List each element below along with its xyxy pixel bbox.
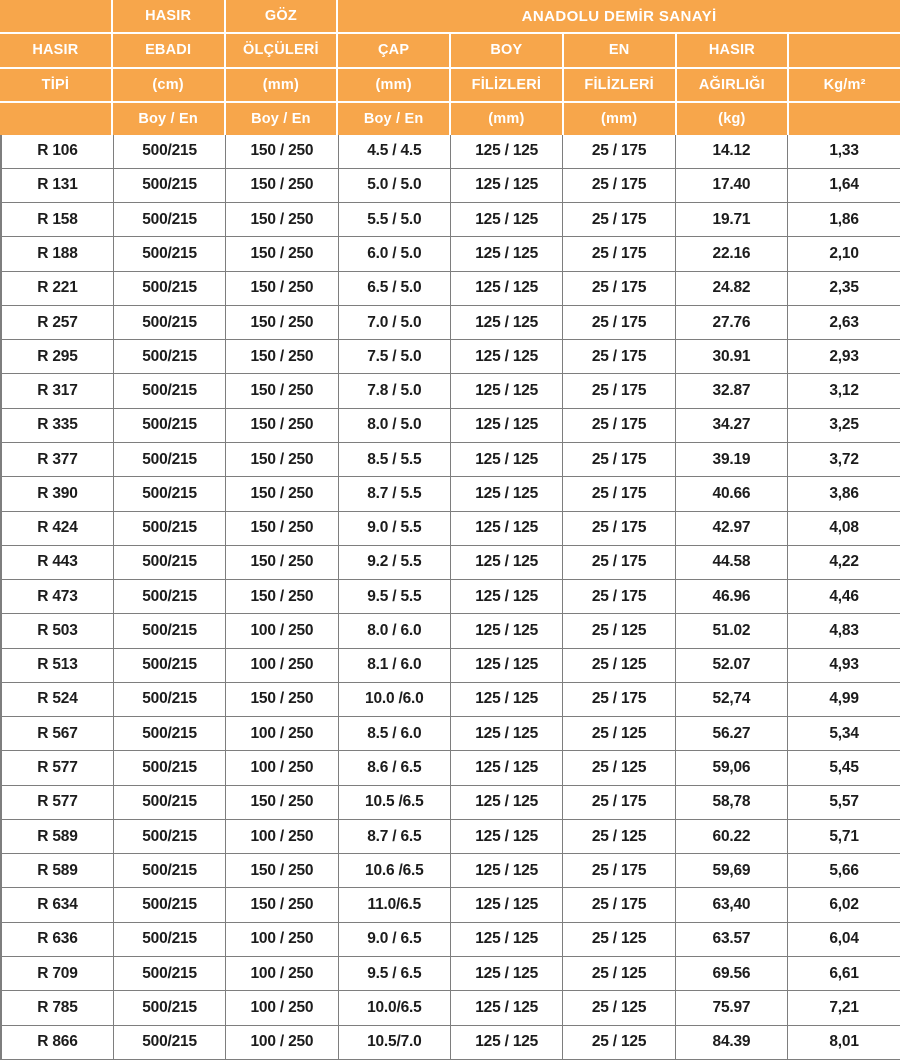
- header-hasir-agirligi-top: HASIR: [677, 34, 788, 66]
- cell-goz-olculeri: 100 / 250: [226, 751, 338, 785]
- header-hasir-ebadi-top: HASIR: [113, 0, 224, 32]
- cell-hasir-tipi: R 513: [1, 648, 113, 682]
- cell-hasir-tipi: R 866: [1, 1025, 113, 1060]
- table-row: [1, 580, 900, 614]
- cell-hasir-agirligi: 30.91: [675, 340, 787, 374]
- cell-cap: 4.5 / 4.5: [338, 135, 450, 168]
- table-row: [1, 854, 900, 888]
- cell-goz-olculeri: 100 / 250: [226, 991, 338, 1025]
- cell-cap: 10.0/6.5: [338, 991, 450, 1025]
- cell-cap: 10.6 /6.5: [338, 854, 450, 888]
- company-title: ANADOLU DEMİR SANAYİ: [338, 0, 900, 32]
- cell-en-filizleri: 25 / 175: [563, 545, 675, 579]
- cell-goz-olculeri: 100 / 250: [226, 819, 338, 853]
- header-en: EN: [564, 34, 675, 66]
- cell-hasir-agirligi: 39.19: [675, 442, 787, 476]
- cell-cap: 6.5 / 5.0: [338, 271, 450, 305]
- cell-goz-olculeri: 100 / 250: [226, 614, 338, 648]
- cell-cap: 11.0/6.5: [338, 888, 450, 922]
- table-row: [1, 168, 900, 202]
- cell-cap: 8.6 / 6.5: [338, 751, 450, 785]
- cell-boy-filizleri: 125 / 125: [451, 888, 563, 922]
- cell-hasir-agirligi: 63,40: [675, 888, 787, 922]
- cell-hasir-tipi: R 295: [1, 340, 113, 374]
- cell-kg-m2: 3,12: [788, 374, 900, 408]
- cell-en-filizleri: 25 / 175: [563, 682, 675, 716]
- cell-hasir-tipi: R 317: [1, 374, 113, 408]
- table-row: [1, 203, 900, 237]
- cell-goz-olculeri: 100 / 250: [226, 648, 338, 682]
- cell-boy-filizleri: 125 / 125: [451, 648, 563, 682]
- cell-hasir-tipi: R 106: [1, 135, 113, 168]
- cell-kg-m2: 5,34: [788, 717, 900, 751]
- cell-hasir-tipi: R 589: [1, 854, 113, 888]
- cell-kg-m2: 3,25: [788, 408, 900, 442]
- header-cap-boy-en: Boy / En: [338, 103, 449, 135]
- table-row: [1, 717, 900, 751]
- cell-kg-m2: 3,86: [788, 477, 900, 511]
- cell-en-filizleri: 25 / 175: [563, 271, 675, 305]
- cell-hasir-ebadi: 500/215: [113, 1025, 225, 1060]
- cell-en-filizleri: 25 / 125: [563, 1025, 675, 1060]
- cell-hasir-ebadi: 500/215: [113, 408, 225, 442]
- table-header: [0, 0, 900, 135]
- cell-hasir-tipi: R 589: [1, 819, 113, 853]
- cell-en-filizleri: 25 / 175: [563, 888, 675, 922]
- table-row: [1, 340, 900, 374]
- table-row: [1, 682, 900, 716]
- cell-boy-filizleri: 125 / 125: [451, 751, 563, 785]
- cell-goz-olculeri: 100 / 250: [226, 717, 338, 751]
- table-row: [1, 922, 900, 956]
- cell-kg-m2: 4,22: [788, 545, 900, 579]
- cell-boy-filizleri: 125 / 125: [451, 614, 563, 648]
- cell-hasir-ebadi: 500/215: [113, 442, 225, 476]
- cell-hasir-agirligi: 59,69: [675, 854, 787, 888]
- cell-en-filizleri: 25 / 175: [563, 408, 675, 442]
- cell-goz-olculeri: 100 / 250: [226, 922, 338, 956]
- cell-hasir-tipi: R 634: [1, 888, 113, 922]
- header-cell-blank: [0, 0, 111, 32]
- cell-boy-filizleri: 125 / 125: [451, 168, 563, 202]
- cell-cap: 9.5 / 6.5: [338, 956, 450, 990]
- cell-hasir-ebadi: 500/215: [113, 271, 225, 305]
- cell-hasir-tipi: R 188: [1, 237, 113, 271]
- header-agirligi-unit: (kg): [677, 103, 788, 135]
- cell-hasir-tipi: R 158: [1, 203, 113, 237]
- cell-hasir-ebadi: 500/215: [113, 511, 225, 545]
- cell-kg-m2: 2,35: [788, 271, 900, 305]
- cell-hasir-agirligi: 17.40: [675, 168, 787, 202]
- cell-kg-m2: 2,10: [788, 237, 900, 271]
- cell-boy-filizleri: 125 / 125: [451, 203, 563, 237]
- header-cell-blank: [0, 103, 111, 135]
- cell-goz-olculeri: 150 / 250: [226, 545, 338, 579]
- cell-hasir-agirligi: 51.02: [675, 614, 787, 648]
- cell-boy-filizleri: 125 / 125: [451, 408, 563, 442]
- cell-kg-m2: 5,66: [788, 854, 900, 888]
- cell-hasir-agirligi: 40.66: [675, 477, 787, 511]
- cell-goz-olculeri: 150 / 250: [226, 408, 338, 442]
- cell-cap: 8.0 / 6.0: [338, 614, 450, 648]
- cell-boy-filizleri: 125 / 125: [451, 271, 563, 305]
- cell-hasir-ebadi: 500/215: [113, 580, 225, 614]
- cell-hasir-ebadi: 500/215: [113, 819, 225, 853]
- cell-hasir-ebadi: 500/215: [113, 648, 225, 682]
- header-ebadi-boy-en: Boy / En: [113, 103, 224, 135]
- cell-hasir-agirligi: 34.27: [675, 408, 787, 442]
- cell-cap: 10.0 /6.0: [338, 682, 450, 716]
- cell-en-filizleri: 25 / 175: [563, 168, 675, 202]
- cell-hasir-ebadi: 500/215: [113, 168, 225, 202]
- cell-hasir-agirligi: 27.76: [675, 305, 787, 339]
- cell-kg-m2: 2,93: [788, 340, 900, 374]
- cell-cap: 8.1 / 6.0: [338, 648, 450, 682]
- header-en-filizleri-unit: (mm): [564, 103, 675, 135]
- cell-boy-filizleri: 125 / 125: [451, 135, 563, 168]
- cell-boy-filizleri: 125 / 125: [451, 477, 563, 511]
- cell-hasir-ebadi: 500/215: [113, 888, 225, 922]
- cell-en-filizleri: 25 / 125: [563, 819, 675, 853]
- cell-en-filizleri: 25 / 175: [563, 580, 675, 614]
- cell-hasir-ebadi: 500/215: [113, 340, 225, 374]
- cell-hasir-tipi: R 577: [1, 751, 113, 785]
- cell-cap: 5.0 / 5.0: [338, 168, 450, 202]
- cell-boy-filizleri: 125 / 125: [451, 340, 563, 374]
- cell-goz-olculeri: 150 / 250: [226, 305, 338, 339]
- cell-hasir-tipi: R 377: [1, 442, 113, 476]
- table-row: [1, 271, 900, 305]
- cell-en-filizleri: 25 / 175: [563, 374, 675, 408]
- table-row: [1, 477, 900, 511]
- cell-cap: 9.2 / 5.5: [338, 545, 450, 579]
- cell-cap: 7.5 / 5.0: [338, 340, 450, 374]
- cell-boy-filizleri: 125 / 125: [451, 374, 563, 408]
- cell-boy-filizleri: 125 / 125: [451, 442, 563, 476]
- cell-hasir-ebadi: 500/215: [113, 682, 225, 716]
- cell-boy-filizleri: 125 / 125: [451, 922, 563, 956]
- cell-hasir-agirligi: 22.16: [675, 237, 787, 271]
- cell-en-filizleri: 25 / 125: [563, 648, 675, 682]
- table-row: [1, 648, 900, 682]
- cell-goz-olculeri: 150 / 250: [226, 271, 338, 305]
- header-olculeri: ÖLÇÜLERİ: [226, 34, 337, 66]
- cell-cap: 8.5 / 6.0: [338, 717, 450, 751]
- cell-goz-olculeri: 100 / 250: [226, 956, 338, 990]
- cell-kg-m2: 1,33: [788, 135, 900, 168]
- header-ebadi-unit: (cm): [113, 69, 224, 101]
- cell-en-filizleri: 25 / 175: [563, 237, 675, 271]
- header-hasir-tipi-1: HASIR: [0, 34, 111, 66]
- header-cell-blank: [789, 103, 900, 135]
- cell-hasir-tipi: R 390: [1, 477, 113, 511]
- cell-kg-m2: 4,83: [788, 614, 900, 648]
- table-row: [1, 819, 900, 853]
- header-olculeri-unit: (mm): [226, 69, 337, 101]
- cell-en-filizleri: 25 / 175: [563, 785, 675, 819]
- cell-goz-olculeri: 150 / 250: [226, 682, 338, 716]
- header-ebadi: EBADI: [113, 34, 224, 66]
- header-en-filizleri: FİLİZLERİ: [564, 69, 675, 101]
- table-row: [1, 237, 900, 271]
- cell-boy-filizleri: 125 / 125: [451, 717, 563, 751]
- cell-en-filizleri: 25 / 175: [563, 135, 675, 168]
- cell-cap: 10.5/7.0: [338, 1025, 450, 1060]
- cell-goz-olculeri: 150 / 250: [226, 135, 338, 168]
- cell-cap: 5.5 / 5.0: [338, 203, 450, 237]
- cell-boy-filizleri: 125 / 125: [451, 511, 563, 545]
- header-cap-unit: (mm): [338, 69, 449, 101]
- cell-goz-olculeri: 150 / 250: [226, 580, 338, 614]
- cell-cap: 7.8 / 5.0: [338, 374, 450, 408]
- cell-goz-olculeri: 150 / 250: [226, 785, 338, 819]
- cell-hasir-agirligi: 75.97: [675, 991, 787, 1025]
- cell-kg-m2: 5,71: [788, 819, 900, 853]
- cell-cap: 8.5 / 5.5: [338, 442, 450, 476]
- cell-hasir-tipi: R 709: [1, 956, 113, 990]
- cell-hasir-agirligi: 58,78: [675, 785, 787, 819]
- cell-cap: 8.7 / 6.5: [338, 819, 450, 853]
- cell-kg-m2: 6,04: [788, 922, 900, 956]
- cell-hasir-tipi: R 524: [1, 682, 113, 716]
- cell-hasir-agirligi: 60.22: [675, 819, 787, 853]
- cell-en-filizleri: 25 / 175: [563, 305, 675, 339]
- cell-hasir-tipi: R 131: [1, 168, 113, 202]
- table-row: [1, 305, 900, 339]
- cell-hasir-ebadi: 500/215: [113, 305, 225, 339]
- cell-kg-m2: 8,01: [788, 1025, 900, 1060]
- table-row: [1, 991, 900, 1025]
- cell-hasir-ebadi: 500/215: [113, 922, 225, 956]
- cell-en-filizleri: 25 / 125: [563, 956, 675, 990]
- cell-hasir-tipi: R 424: [1, 511, 113, 545]
- cell-hasir-ebadi: 500/215: [113, 785, 225, 819]
- cell-hasir-ebadi: 500/215: [113, 203, 225, 237]
- cell-hasir-ebadi: 500/215: [113, 374, 225, 408]
- cell-goz-olculeri: 150 / 250: [226, 477, 338, 511]
- table-row: [1, 785, 900, 819]
- cell-boy-filizleri: 125 / 125: [451, 580, 563, 614]
- cell-en-filizleri: 25 / 175: [563, 442, 675, 476]
- cell-kg-m2: 7,21: [788, 991, 900, 1025]
- cell-en-filizleri: 25 / 125: [563, 614, 675, 648]
- cell-kg-m2: 3,72: [788, 442, 900, 476]
- cell-hasir-agirligi: 84.39: [675, 1025, 787, 1060]
- cell-hasir-agirligi: 32.87: [675, 374, 787, 408]
- cell-hasir-agirligi: 56.27: [675, 717, 787, 751]
- cell-hasir-tipi: R 335: [1, 408, 113, 442]
- cell-hasir-tipi: R 221: [1, 271, 113, 305]
- cell-boy-filizleri: 125 / 125: [451, 682, 563, 716]
- cell-boy-filizleri: 125 / 125: [451, 305, 563, 339]
- cell-cap: 9.5 / 5.5: [338, 580, 450, 614]
- cell-hasir-agirligi: 63.57: [675, 922, 787, 956]
- cell-goz-olculeri: 150 / 250: [226, 511, 338, 545]
- cell-hasir-agirligi: 24.82: [675, 271, 787, 305]
- table-row: [1, 614, 900, 648]
- cell-hasir-agirligi: 14.12: [675, 135, 787, 168]
- cell-hasir-tipi: R 785: [1, 991, 113, 1025]
- cell-en-filizleri: 25 / 125: [563, 717, 675, 751]
- cell-hasir-agirligi: 44.58: [675, 545, 787, 579]
- cell-hasir-ebadi: 500/215: [113, 135, 225, 168]
- cell-en-filizleri: 25 / 125: [563, 991, 675, 1025]
- cell-kg-m2: 4,08: [788, 511, 900, 545]
- cell-kg-m2: 6,61: [788, 956, 900, 990]
- cell-en-filizleri: 25 / 175: [563, 340, 675, 374]
- cell-hasir-agirligi: 46.96: [675, 580, 787, 614]
- cell-en-filizleri: 25 / 175: [563, 511, 675, 545]
- cell-hasir-agirligi: 59,06: [675, 751, 787, 785]
- cell-boy-filizleri: 125 / 125: [451, 545, 563, 579]
- cell-hasir-tipi: R 443: [1, 545, 113, 579]
- cell-cap: 8.0 / 5.0: [338, 408, 450, 442]
- table-row: [1, 442, 900, 476]
- table-row: [1, 888, 900, 922]
- cell-goz-olculeri: 150 / 250: [226, 168, 338, 202]
- cell-hasir-tipi: R 636: [1, 922, 113, 956]
- cell-hasir-agirligi: 42.97: [675, 511, 787, 545]
- cell-hasir-agirligi: 52,74: [675, 682, 787, 716]
- cell-kg-m2: 6,02: [788, 888, 900, 922]
- header-cap: ÇAP: [338, 34, 449, 66]
- cell-en-filizleri: 25 / 175: [563, 203, 675, 237]
- cell-goz-olculeri: 100 / 250: [226, 1025, 338, 1060]
- cell-hasir-ebadi: 500/215: [113, 717, 225, 751]
- cell-kg-m2: 4,46: [788, 580, 900, 614]
- cell-hasir-tipi: R 567: [1, 717, 113, 751]
- header-goz-top: GÖZ: [226, 0, 337, 32]
- cell-cap: 9.0 / 5.5: [338, 511, 450, 545]
- table-row: [1, 135, 900, 168]
- cell-en-filizleri: 25 / 175: [563, 477, 675, 511]
- header-agirligi: AĞIRLIĞI: [677, 69, 788, 101]
- header-boy: BOY: [451, 34, 562, 66]
- cell-goz-olculeri: 150 / 250: [226, 374, 338, 408]
- header-boy-filizleri-unit: (mm): [451, 103, 562, 135]
- cell-kg-m2: 5,45: [788, 751, 900, 785]
- cell-kg-m2: 4,93: [788, 648, 900, 682]
- cell-kg-m2: 2,63: [788, 305, 900, 339]
- cell-kg-m2: 1,86: [788, 203, 900, 237]
- cell-en-filizleri: 25 / 125: [563, 751, 675, 785]
- cell-goz-olculeri: 150 / 250: [226, 340, 338, 374]
- table-row: [1, 751, 900, 785]
- cell-hasir-tipi: R 257: [1, 305, 113, 339]
- cell-kg-m2: 4,99: [788, 682, 900, 716]
- cell-hasir-ebadi: 500/215: [113, 614, 225, 648]
- cell-boy-filizleri: 125 / 125: [451, 1025, 563, 1060]
- cell-hasir-ebadi: 500/215: [113, 477, 225, 511]
- cell-kg-m2: 5,57: [788, 785, 900, 819]
- cell-hasir-agirligi: 52.07: [675, 648, 787, 682]
- header-olculeri-boy-en: Boy / En: [226, 103, 337, 135]
- cell-cap: 8.7 / 5.5: [338, 477, 450, 511]
- cell-hasir-ebadi: 500/215: [113, 751, 225, 785]
- cell-goz-olculeri: 150 / 250: [226, 854, 338, 888]
- cell-boy-filizleri: 125 / 125: [451, 854, 563, 888]
- header-tipi: TİPİ: [0, 69, 111, 101]
- cell-hasir-ebadi: 500/215: [113, 991, 225, 1025]
- table-row: [1, 408, 900, 442]
- cell-goz-olculeri: 150 / 250: [226, 203, 338, 237]
- header-kg-m2: Kg/m²: [789, 69, 900, 101]
- cell-goz-olculeri: 150 / 250: [226, 442, 338, 476]
- cell-cap: 10.5 /6.5: [338, 785, 450, 819]
- table-body: [1, 135, 900, 1060]
- cell-hasir-ebadi: 500/215: [113, 854, 225, 888]
- cell-cap: 9.0 / 6.5: [338, 922, 450, 956]
- spec-table: [0, 135, 900, 1060]
- cell-boy-filizleri: 125 / 125: [451, 991, 563, 1025]
- header-boy-filizleri: FİLİZLERİ: [451, 69, 562, 101]
- cell-hasir-ebadi: 500/215: [113, 237, 225, 271]
- cell-boy-filizleri: 125 / 125: [451, 956, 563, 990]
- cell-hasir-ebadi: 500/215: [113, 956, 225, 990]
- cell-hasir-agirligi: 19.71: [675, 203, 787, 237]
- cell-goz-olculeri: 150 / 250: [226, 237, 338, 271]
- cell-boy-filizleri: 125 / 125: [451, 819, 563, 853]
- cell-goz-olculeri: 150 / 250: [226, 888, 338, 922]
- table-row: [1, 374, 900, 408]
- cell-hasir-tipi: R 503: [1, 614, 113, 648]
- table-row: [1, 545, 900, 579]
- table-row: [1, 956, 900, 990]
- cell-en-filizleri: 25 / 175: [563, 854, 675, 888]
- cell-hasir-tipi: R 473: [1, 580, 113, 614]
- header-cell-blank: [789, 34, 900, 66]
- cell-cap: 7.0 / 5.0: [338, 305, 450, 339]
- table-row: [1, 1025, 900, 1060]
- cell-boy-filizleri: 125 / 125: [451, 785, 563, 819]
- cell-en-filizleri: 25 / 125: [563, 922, 675, 956]
- table-row: [1, 511, 900, 545]
- cell-boy-filizleri: 125 / 125: [451, 237, 563, 271]
- cell-cap: 6.0 / 5.0: [338, 237, 450, 271]
- cell-kg-m2: 1,64: [788, 168, 900, 202]
- cell-hasir-tipi: R 577: [1, 785, 113, 819]
- cell-hasir-ebadi: 500/215: [113, 545, 225, 579]
- cell-hasir-agirligi: 69.56: [675, 956, 787, 990]
